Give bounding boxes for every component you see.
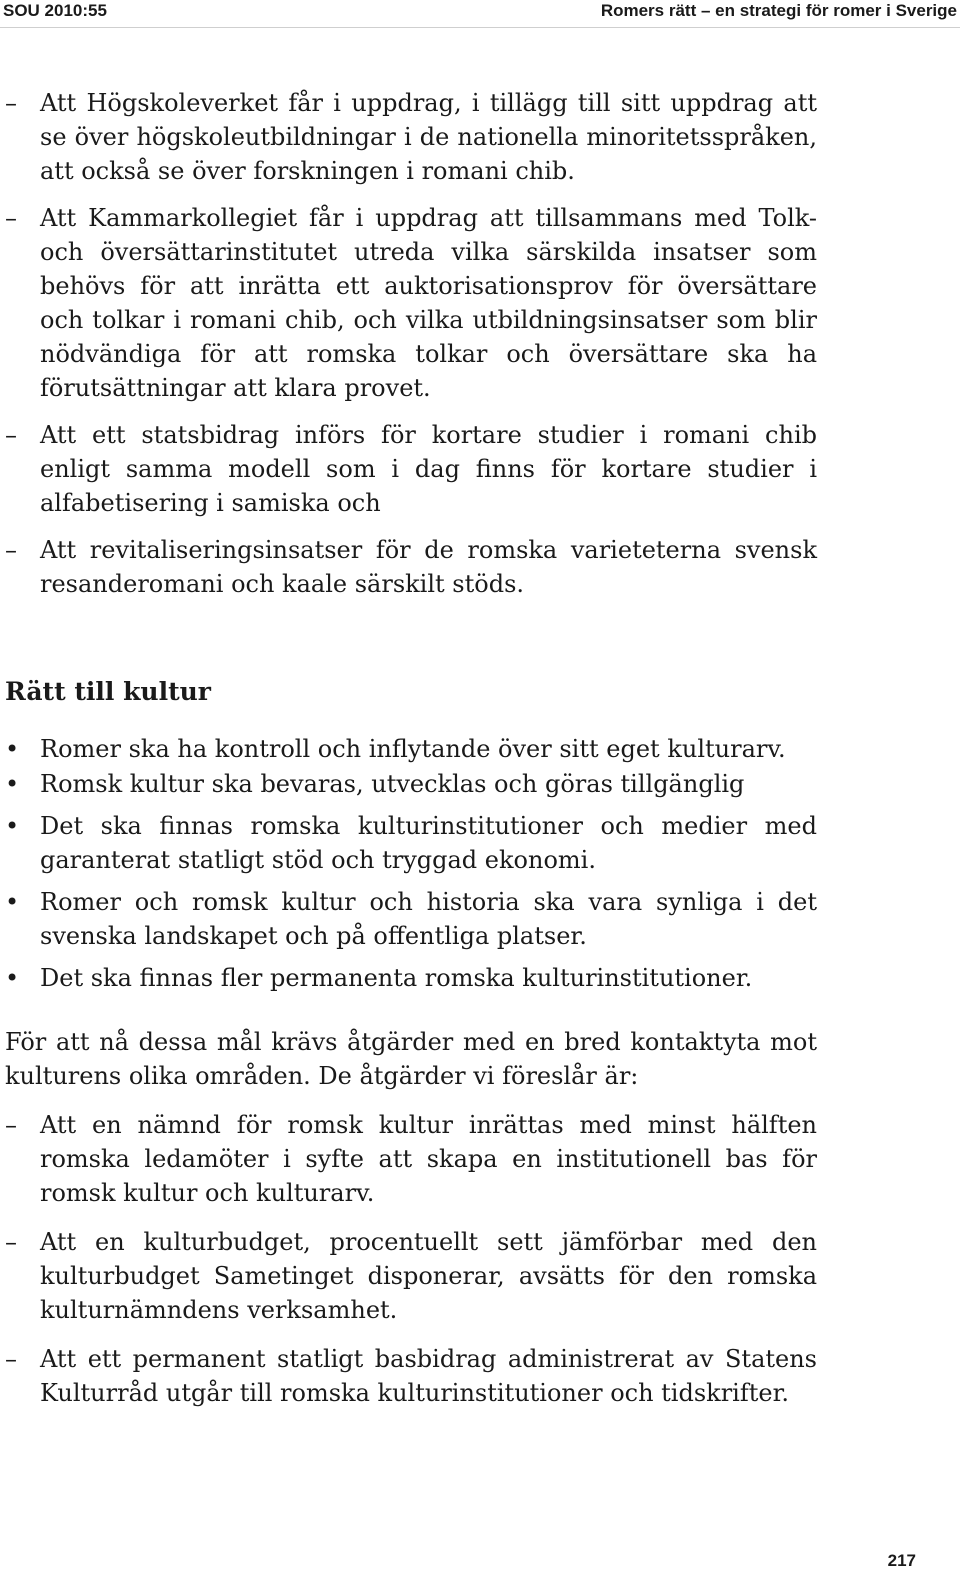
bullet-marker: • (5, 888, 20, 916)
list-item (5, 1225, 817, 1327)
list-item (5, 732, 817, 766)
dash-marker: – (5, 204, 17, 232)
list-item (5, 418, 817, 520)
list-item-text: Romer och romsk kultur och historia ska vara synliga i det svenska landskapet och på offentliga platser. (40, 888, 817, 950)
list-item-text: Romsk kultur ska bevaras, utvecklas och göras tillgänglig (40, 770, 745, 798)
bullet-list (5, 732, 817, 995)
list-item-text: Att en nämnd för romsk kultur inrättas med minst hälften romska ledamöter i syfte att skapa en institutionell bas för romsk kultur och kulturarv. (40, 1111, 817, 1207)
dash-marker: – (5, 536, 17, 564)
list-item (5, 885, 817, 953)
running-header-right: Romers rätt – en strategi för romer i Sverige (600, 1, 957, 20)
dash-list-1 (5, 86, 817, 601)
list-item (5, 533, 817, 601)
header-rule (0, 27, 960, 28)
list-item-text: Att revitaliseringsinsatser för de romska varieteterna svensk resanderomani och kaale särskilt stöds. (40, 536, 817, 598)
dash-marker: – (5, 421, 17, 449)
list-item-text: Att ett statsbidrag införs för kortare studier i romani chib enligt samma modell som i dag finns för kortare studier i alfabetisering i samiska och (40, 421, 817, 517)
running-header-left: SOU 2010:55 (3, 1, 107, 20)
list-item-text: Det ska finnas romska kulturinstitutioner och medier med garanterat statligt stöd och tryggad ekonomi. (40, 812, 817, 874)
list-item (5, 1108, 817, 1210)
list-item (5, 961, 817, 995)
section-heading: Rätt till kultur (5, 677, 211, 706)
page-number: 217 (887, 1551, 916, 1570)
dash-marker: – (5, 1111, 17, 1139)
list-item-text: Att en kulturbudget, procentuellt sett jämförbar med den kulturbudget Sametinget disponerar, avsätts för den romska kulturnämndens verksamhet. (40, 1228, 817, 1324)
list-item-text: Det ska finnas fler permanenta romska kulturinstitutioner. (40, 964, 753, 992)
list-item (5, 86, 817, 188)
list-item-text: Att ett permanent statligt basbidrag administrerat av Statens Kulturråd utgår till romska kulturinstitutioner och tidskrifter. (40, 1345, 817, 1407)
list-item-text: Romer ska ha kontroll och inflytande över sitt eget kulturarv. (40, 735, 786, 763)
dash-marker: – (5, 1345, 17, 1373)
list-item-text: Att Högskoleverket får i uppdrag, i tillägg till sitt uppdrag att se över högskoleutbildningar i de nationella minoritetsspråken, att också se över forskningen i romani chib. (40, 89, 817, 185)
dash-list-2 (5, 1108, 817, 1410)
list-item (5, 1342, 817, 1410)
list-item (5, 201, 817, 405)
list-item (5, 809, 817, 877)
bullet-marker: • (5, 770, 20, 798)
body-paragraph: För att nå dessa mål krävs åtgärder med en bred kontaktyta mot kulturens olika områden. De åtgärder vi föreslår är: (5, 1028, 817, 1090)
bullet-marker: • (5, 735, 20, 763)
bullet-marker: • (5, 964, 20, 992)
bullet-marker: • (5, 812, 20, 840)
list-item-text: Att Kammarkollegiet får i uppdrag att tillsammans med Tolk- och översättarinstitutet utreda vilka särskilda insatser som behövs för att inrätta ett auktorisationsprov för översättare och tolkar i romani chib, och vilka utbildningsinsatser som blir nödvändiga för att romska tolkar och översättare ska ha förutsättningar att klara provet. (40, 204, 817, 402)
dash-marker: – (5, 1228, 17, 1256)
list-item (5, 767, 817, 801)
dash-marker: – (5, 89, 17, 117)
